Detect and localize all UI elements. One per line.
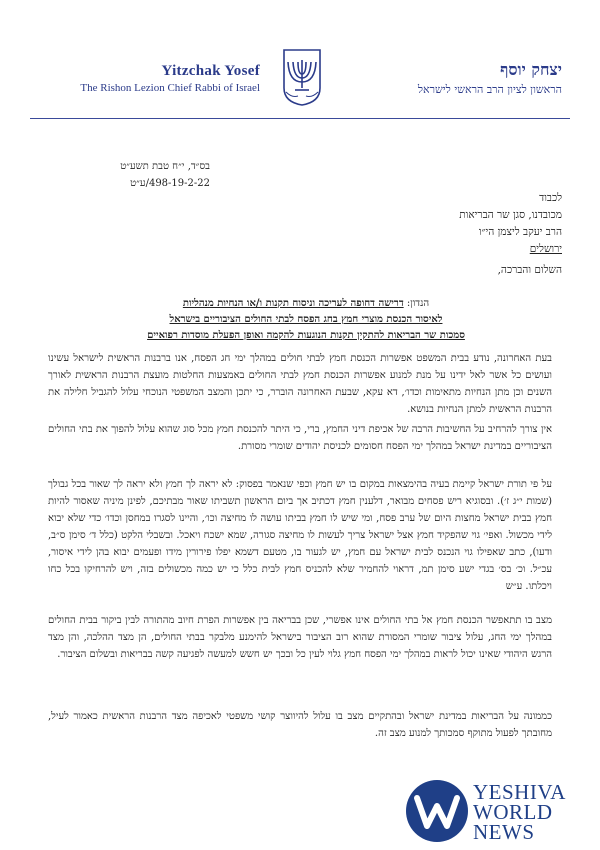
- letterhead-title-en: The Rishon Lezion Chief Rabbi of Israel: [80, 82, 260, 94]
- recipient-name: הרב יעקב ליצמן הי״ו: [478, 226, 562, 238]
- letterhead-hebrew: [342, 60, 562, 96]
- recipient-block: [312, 190, 562, 258]
- watermark-line-1: YESHIVA: [473, 780, 566, 804]
- body-paragraph-2: אין צורך להרחיב על החשיבות הרבה של אכיפת דיני החמץ, ברי, כי היתר להכנסת חמץ מכל סוג שהוא עלול להפוך את בתי החולים הציבוריים במדינת ישראל במהלך ימי הפסח חסומים לכניסת יהודים שומרי מסורת.: [48, 424, 552, 452]
- date-block: [60, 158, 210, 192]
- recipient-title: מכובדנו, סגן שר הבריאות: [459, 209, 562, 221]
- yeshiva-world-news-watermark: [405, 778, 595, 844]
- letterhead-divider: [30, 118, 570, 119]
- letterhead-english: [40, 63, 260, 94]
- watermark-text: [473, 782, 566, 842]
- hebrew-date: בס״ד, י״ח טבת תשע״ט: [120, 161, 210, 172]
- letterhead-name-en: Yitzchak Yosef: [161, 63, 260, 79]
- body-paragraph-5: כממונה על הבריאות במדינת ישראל ובהתקיים מצב בו עלול להיווצר קושי משפטי לאכיפה מצד הרבנות הראשית כאמור לעיל, מחובתך לפעול מתוקף סמכותך למנוע מצב זה.: [48, 711, 552, 739]
- watermark-line-2: WORLD: [473, 800, 553, 824]
- subject-line-3: סמכות שר הבריאות להתקין תקנות הנוגעות להקמה ואופן הפעלת מוסדות רפואיים: [147, 330, 465, 341]
- letterhead-title-he: הראשון לציון הרב הראשי לישראל: [417, 83, 562, 96]
- ywn-logo-icon: [405, 778, 469, 844]
- greeting: השלום והברכה,: [497, 264, 562, 276]
- subject-line-1: דרישה דחופה לעריכה וניסוח תקנות ו/או הנחיות מנהליות: [182, 298, 404, 309]
- letterhead-name-he: יצחק יוסף: [500, 60, 562, 79]
- subject-line-2: לאיסור הכנסת מוצרי חמץ בחג הפסח לבתי החולים הציבוריים בישראל: [169, 314, 443, 325]
- body-paragraph-4: מצב בו תתאפשר הכנסת חמץ אל בתי החולים אינו אפשרי, שכן בבריאה בין אפשרות הפרת חיוב מהתורה לבין ביקור בבית החולים במהלך ימי החג, עלול ציבור שומרי המסורת שהוא רוב הציבור בישראל להימנע מלבקר בבתי החולים, הן מצד ההלכה, והן מצד הרגש היהודי שאינו יכול לראות במהלך ימי הפסח חמץ גלוי לעין כל ובכך יש חשש למעשה לפגיעה קשה בבריאות ובשלום הציבור.: [48, 615, 553, 660]
- watermark-line-3: NEWS: [473, 820, 535, 844]
- reference-number: 498-19-2-22/ע״ט: [130, 178, 210, 189]
- recipient-city: ירושלים: [529, 243, 562, 255]
- menorah-emblem-icon: [280, 48, 324, 106]
- subject-block: [90, 296, 522, 344]
- body-paragraph-3: על פי תורת ישראל קיימת בעיה בהימצאות במקום בו יש חמץ וכפי שנאמר בפסוק: לא יראה לך חמץ ולא יראה לך שאור בכל גבולך (שמות י״ג ז׳). ובסוגיא ריש פסחים מבואר, דלענין חמץ דכתיב אך ביום הראשון תשביתו שאור מבתיכם, לפינן מיניה שאסור להיות חמץ בבית ישראל מחצות היום של ערב פסח, ומי שיש לו חמץ בביתו עושה לו מחיצה וכו׳, והיינו לסגרו במחסן וכדו׳ כדי שלא יבוא לידי מכשול. ואפי׳ גוי שהפקיד חמץ אצל ישראל צריך לעשות לו מחיצה סגורה, שמא ישכח ויאכל. ובשבלי הלקט (כלל ד׳ סימן ס״ב, ודעו), כתב שאפילו גוי הנכנס לבית ישראל עם חמץ, יש לגעור בו, מטעם דשמא יפלו פירורין מידו ופעמים יבוא בהן לידי איסור, עכ״ל. וכ׳ בס׳ בגדי ישע סימן תמ, דראוי להחמיר שלא להכניס חמץ לבית כלל כי יש כמה מכשולים בזה, ויש להרחיקו בכל כחו ויכלתו. ע״ש: [48, 479, 552, 592]
- subject-label: הנדון:: [406, 298, 430, 309]
- body-paragraph-1: בעת האחרונה, נודע בבית המשפט אפשרות הכנסת חמץ לבתי חולים במהלך ימי חג הפסח, אנו ברבנות הראשית לישראל עשינו ועושים כל אשר לאל ידינו על מנת למנוע אפשרות הכנסת חמץ לבתי החולים באמצעות החלטות מועצת הרבנות הראשית לאורך השנים וכן מתן הנחיות מתאימות וכדו׳, דא עקא, שבעת האחרונה הוברר, כי יתכן והמצב המשפטי הנוכחי עלול להגביל חלילה את הרבנות הראשית למתן הנחיות בנושא.: [48, 353, 552, 415]
- recipient-salutation: לכבוד: [539, 192, 562, 204]
